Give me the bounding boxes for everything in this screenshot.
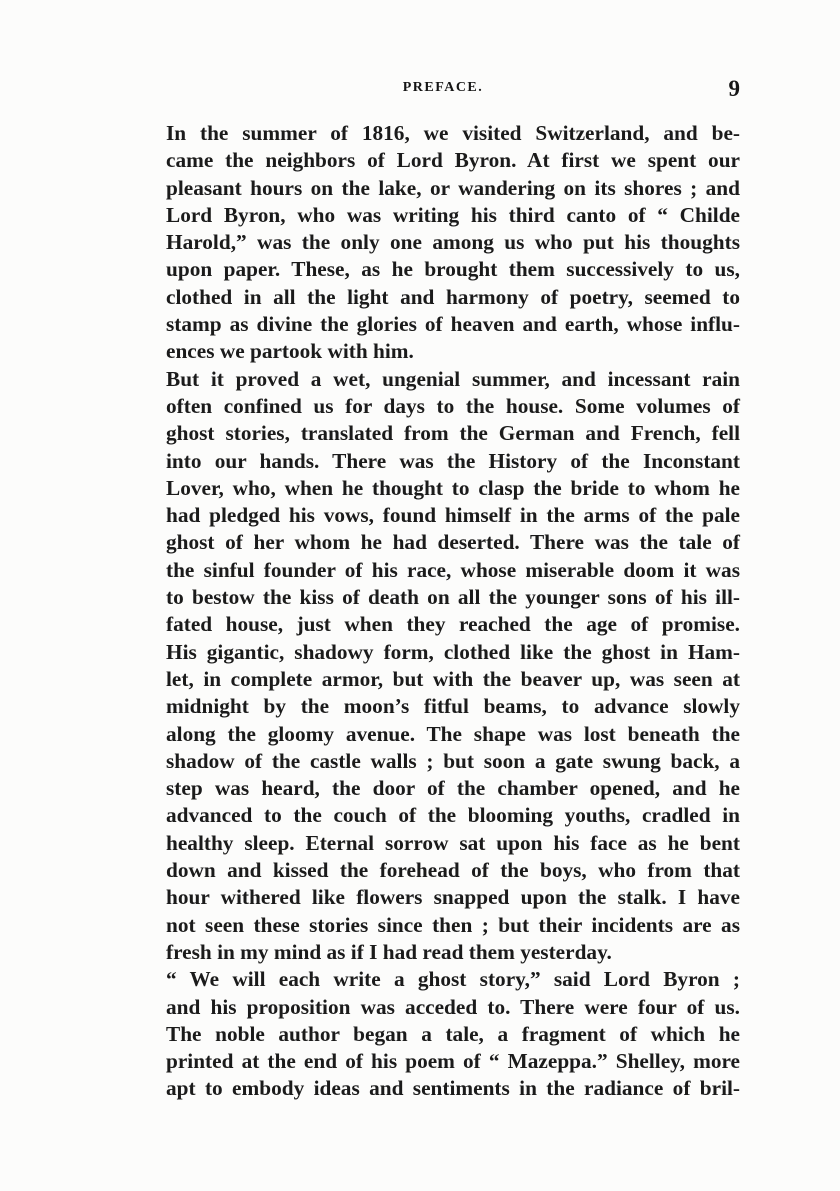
text-line: stamp as divine the glories of heaven and earth, whose influ- — [166, 312, 740, 337]
text-line: The noble author began a tale, a fragment of which he — [166, 1021, 740, 1046]
text-line: ghost of her whom he had deserted. There was the tale of — [166, 530, 740, 555]
text-line: step was heard, the door of the chamber opened, and he — [166, 776, 740, 801]
text-line: shadow of the castle walls ; but soon a gate swung back, a — [166, 748, 740, 773]
text-line: the sinful founder of his race, whose miserable doom it was — [166, 557, 740, 582]
text-line: pleasant hours on the lake, or wandering on its shores ; and — [166, 175, 740, 200]
text-line: into our hands. There was the History of the Inconstant — [166, 448, 740, 473]
text-line: healthy sleep. Eternal sorrow sat upon his face as he bent — [166, 830, 740, 855]
text-line: “ We will each write a ghost story,” said Lord Byron ; — [166, 967, 740, 992]
text-line: had pledged his vows, found himself in the arms of the pale — [166, 503, 740, 528]
text-line: advanced to the couch of the blooming youths, cradled in — [166, 803, 740, 828]
text-line: Lover, who, when he thought to clasp the bride to whom he — [166, 475, 740, 500]
text-line: let, in complete armor, but with the beaver up, was seen at — [166, 666, 740, 691]
text-line: Harold,” was the only one among us who put his thoughts — [166, 230, 740, 255]
page-number: 9 — [728, 76, 740, 101]
text-line: apt to embody ideas and sentiments in the radiance of bril- — [166, 1076, 740, 1101]
text-line: came the neighbors of Lord Byron. At first we spent our — [166, 148, 740, 173]
running-head: PREFACE. — [402, 80, 484, 95]
text-line: fresh in my mind as if I had read them yesterday. — [166, 939, 612, 964]
paragraph-1 — [146, 120, 740, 366]
paragraph-3 — [146, 966, 740, 1102]
text-line: ences we partook with him. — [166, 339, 414, 364]
text-line: hour withered like flowers snapped upon the stalk. I have — [166, 885, 740, 910]
text-line: fated house, just when they reached the age of promise. — [166, 612, 740, 637]
body-text — [146, 120, 740, 1103]
text-line: down and kissed the forehead of the boys, who from that — [166, 858, 740, 883]
text-line: often confined us for days to the house. Some volumes of — [166, 393, 740, 418]
text-line: Lord Byron, who was writing his third canto of “ Childe — [166, 202, 740, 227]
text-line: In the summer of 1816, we visited Switzerland, and be- — [166, 121, 740, 145]
text-line: clothed in all the light and harmony of poetry, seemed to — [166, 284, 740, 309]
text-line: along the gloomy avenue. The shape was lost beneath the — [166, 721, 740, 746]
text-line: But it proved a wet, ungenial summer, and incessant rain — [166, 366, 740, 391]
text-line: upon paper. These, as he brought them successively to us, — [166, 257, 740, 282]
text-line: and his proposition was acceded to. There were four of us. — [166, 994, 740, 1019]
text-line: not seen these stories since then ; but their incidents are as — [166, 912, 740, 937]
text-line: to bestow the kiss of death on all the younger sons of his ill- — [166, 585, 740, 610]
paragraph-2 — [146, 366, 740, 967]
page-header — [146, 76, 740, 106]
text-line: midnight by the moon’s fitful beams, to advance slowly — [166, 694, 740, 719]
text-line: ghost stories, translated from the German and French, fell — [166, 421, 740, 446]
text-line: printed at the end of his poem of “ Mazeppa.” Shelley, more — [166, 1049, 740, 1074]
text-line: His gigantic, shadowy form, clothed like the ghost in Ham- — [166, 639, 740, 664]
